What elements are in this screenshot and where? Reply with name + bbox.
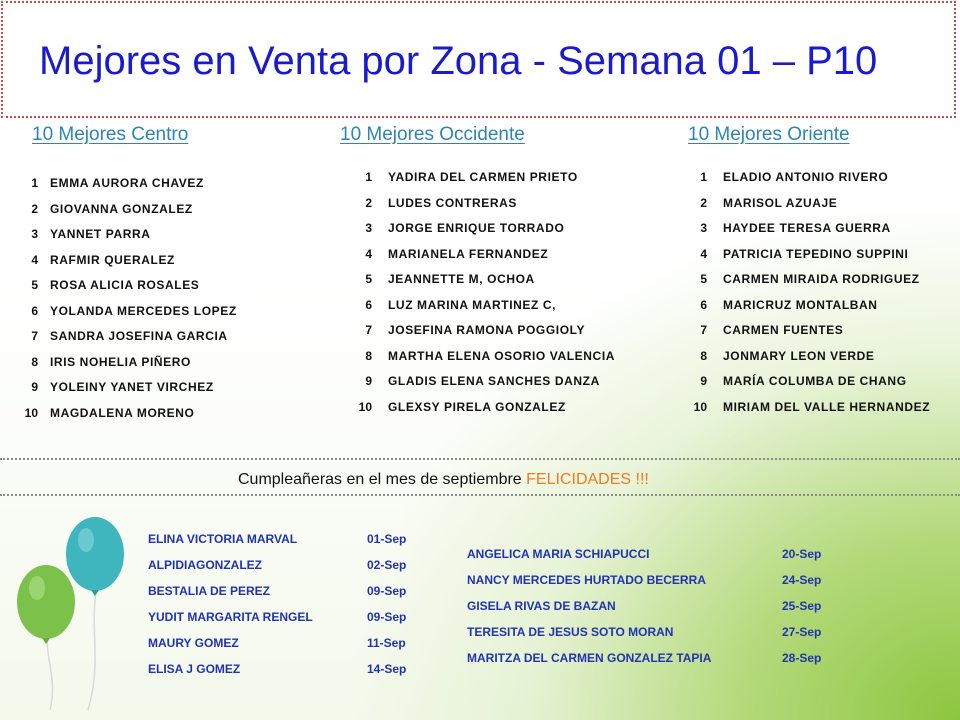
title-banner xyxy=(1,1,956,118)
seller-name: YOLANDA MERCEDES LOPEZ xyxy=(50,303,237,318)
birthday-date: 09-Sep xyxy=(367,584,407,598)
seller-name: GIOVANNA GONZALEZ xyxy=(50,201,193,216)
birthday-name: TERESITA DE JESUS SOTO MORAN xyxy=(467,625,674,639)
birthday-name: BESTALIA DE PEREZ xyxy=(148,584,271,598)
divider-bottom xyxy=(0,494,960,496)
rank-number: 10 xyxy=(693,399,707,414)
rank-number: 2 xyxy=(365,195,372,210)
heading-occidente: 10 Mejores Occidente xyxy=(340,124,525,145)
birthday-date: 28-Sep xyxy=(782,651,822,665)
seller-name: JORGE ENRIQUE TORRADO xyxy=(388,221,565,235)
seller-name: EMMA AURORA CHAVEZ xyxy=(50,176,204,190)
seller-name: IRIS NOHELIA PIÑERO xyxy=(50,354,191,369)
rank-number: 4 xyxy=(365,246,372,261)
rank-number: 8 xyxy=(31,354,38,369)
rank-number: 3 xyxy=(700,221,707,235)
seller-name: LUDES CONTRERAS xyxy=(388,195,518,210)
seller-name: MARÍA COLUMBA DE CHANG xyxy=(723,374,907,388)
rank-number: 2 xyxy=(31,201,38,216)
birthday-date: 02-Sep xyxy=(367,558,407,572)
birthday-date: 24-Sep xyxy=(782,573,822,587)
seller-name: MARICRUZ MONTALBAN xyxy=(723,297,878,312)
birthday-highlight: FELICIDADES !!! xyxy=(526,471,649,488)
rank-number: 1 xyxy=(700,170,707,184)
birthday-name: ANGELICA MARIA SCHIAPUCCI xyxy=(467,547,650,561)
birthday-date: 20-Sep xyxy=(782,547,822,561)
rank-number: 6 xyxy=(365,297,372,312)
rank-number: 1 xyxy=(365,170,372,184)
rank-number: 5 xyxy=(31,278,38,292)
rank-number: 9 xyxy=(700,374,707,388)
birthday-name: MAURY GOMEZ xyxy=(148,636,239,650)
rank-number: 5 xyxy=(700,272,707,286)
rank-number: 3 xyxy=(31,227,38,241)
rank-number: 7 xyxy=(365,323,372,337)
birthday-name: MARITZA DEL CARMEN GONZALEZ TAPIA xyxy=(467,651,712,665)
rank-number: 8 xyxy=(365,348,372,363)
birthday-date: 09-Sep xyxy=(367,610,407,624)
teal-balloon xyxy=(66,517,124,591)
page-title: Mejores en Venta por Zona - Semana 01 – P10 xyxy=(39,39,878,83)
divider-top xyxy=(0,458,960,460)
birthday-name: NANCY MERCEDES HURTADO BECERRA xyxy=(467,573,706,587)
rank-number: 7 xyxy=(31,329,38,343)
birthday-heading-text: Cumpleañeras en el mes de septiembre xyxy=(238,471,522,488)
seller-name: JONMARY LEON VERDE xyxy=(723,348,875,363)
green-balloon xyxy=(17,565,75,639)
seller-name: CARMEN FUENTES xyxy=(723,323,844,337)
seller-name: MAGDALENA MORENO xyxy=(50,405,195,420)
seller-name: YOLEINY YANET VIRCHEZ xyxy=(50,380,214,394)
birthday-date: 27-Sep xyxy=(782,625,822,639)
seller-name: ELADIO ANTONIO RIVERO xyxy=(723,170,889,184)
rank-number: 6 xyxy=(700,297,707,312)
seller-name: RAFMIR QUERALEZ xyxy=(50,252,175,267)
birthday-name: ELINA VICTORIA MARVAL xyxy=(148,532,298,546)
heading-oriente: 10 Mejores Oriente xyxy=(688,124,850,145)
seller-name: CARMEN MIRAIDA RODRIGUEZ xyxy=(723,272,920,286)
birthday-name: ALPIDIAGONZALEZ xyxy=(148,558,262,572)
seller-name: MARTHA ELENA OSORIO VALENCIA xyxy=(388,348,616,363)
birthday-name: GISELA RIVAS DE BAZAN xyxy=(467,599,616,613)
rank-number: 10 xyxy=(24,405,38,420)
seller-name: YADIRA DEL CARMEN PRIETO xyxy=(388,170,578,184)
balloon-string xyxy=(47,632,52,710)
rank-number: 7 xyxy=(700,323,707,337)
balloons-icon xyxy=(10,512,130,712)
seller-name: HAYDEE TERESA GUERRA xyxy=(723,221,891,235)
seller-name: PATRICIA TEPEDINO SUPPINI xyxy=(723,246,909,261)
seller-name: JEANNETTE M, OCHOA xyxy=(388,272,535,286)
rank-number: 4 xyxy=(700,246,707,261)
rank-number: 3 xyxy=(365,221,372,235)
seller-name: MIRIAM DEL VALLE HERNANDEZ xyxy=(723,399,931,414)
birthday-date: 01-Sep xyxy=(367,532,407,546)
seller-name: SANDRA JOSEFINA GARCIA xyxy=(50,329,228,343)
balloon-string xyxy=(88,592,96,710)
seller-name: LUZ MARINA MARTINEZ C, xyxy=(388,297,557,312)
rank-number: 8 xyxy=(700,348,707,363)
seller-name: YANNET PARRA xyxy=(50,227,151,241)
rank-number: 2 xyxy=(700,195,707,210)
heading-centro: 10 Mejores Centro xyxy=(32,124,189,145)
seller-name: GLADIS ELENA SANCHES DANZA xyxy=(388,374,600,388)
rank-number: 1 xyxy=(31,176,38,190)
seller-name: MARIANELA FERNANDEZ xyxy=(388,246,549,261)
rank-number: 4 xyxy=(31,252,38,267)
rank-number: 9 xyxy=(31,380,38,394)
seller-name: ROSA ALICIA ROSALES xyxy=(50,278,200,292)
birthday-heading xyxy=(238,471,649,489)
birthday-name: YUDIT MARGARITA RENGEL xyxy=(148,610,313,624)
rank-number: 9 xyxy=(365,374,372,388)
rank-number: 10 xyxy=(358,399,372,414)
seller-name: GLEXSY PIRELA GONZALEZ xyxy=(388,399,566,414)
birthday-name: ELISA J GOMEZ xyxy=(148,662,241,676)
birthday-date: 11-Sep xyxy=(367,636,406,650)
birthday-date: 14-Sep xyxy=(367,662,407,676)
birthday-date: 25-Sep xyxy=(782,599,822,613)
rank-number: 6 xyxy=(31,303,38,318)
seller-name: JOSEFINA RAMONA POGGIOLY xyxy=(388,323,586,337)
seller-name: MARISOL AZUAJE xyxy=(723,195,838,210)
rank-number: 5 xyxy=(365,272,372,286)
